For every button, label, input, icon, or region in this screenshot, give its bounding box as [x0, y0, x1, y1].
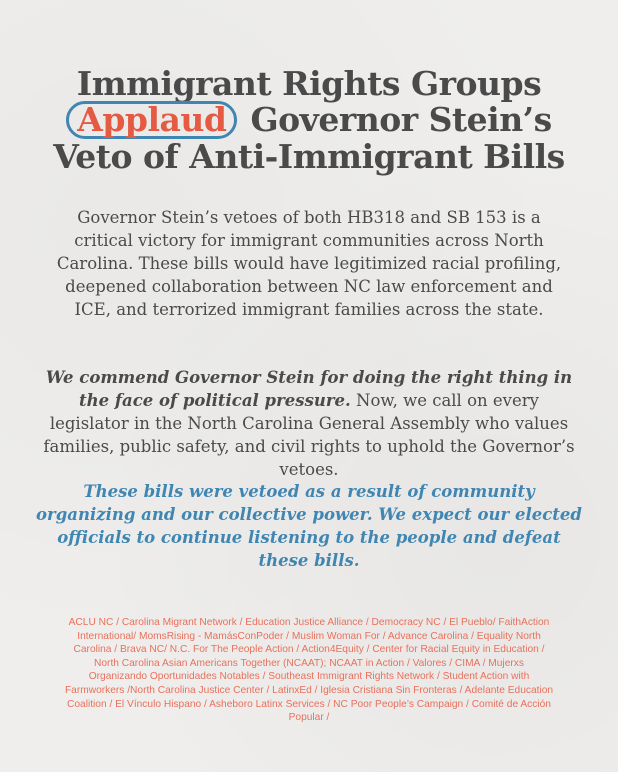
commend-rest: Now, we call on every legislator in the North Carolina General Assembly who values families, public safety, and civil rights to uphold the Governor’s vetoes. — [43, 391, 575, 479]
headline-line-3: Veto of Anti-Immigrant Bills — [53, 137, 565, 176]
applaud-highlight: Applaud — [66, 101, 237, 139]
commend-paragraph — [40, 366, 578, 481]
intro-paragraph: Governor Stein’s vetoes of both HB318 and SB 153 is a critical victory for immigrant communities across North Carolina. These bills would have legitimized racial profiling, deepened collaboration between NC law enforcement and ICE, and terrorized immigrant families across the state. — [56, 208, 562, 319]
closing-statement: These bills were vetoed as a result of community organizing and our collective power. We expect our elected officials to continue listening to the people and defeat these bills. — [36, 482, 582, 570]
headline — [0, 66, 618, 174]
commend-emphasis: We commend Governor Stein for doing the right thing in the face of political pressure. — [45, 368, 573, 410]
headline-line-2-rest: Governor Stein’s — [239, 100, 552, 139]
signatory-organizations: ACLU NC / Carolina Migrant Network / Education Justice Alliance / Democracy NC / El Pueblo/ FaithAction International/ MomsRising - MamásConPoder / Muslim Woman For / Advance Carolina / Equality North Carolina / Brava NC/ N.C. For The People Action / Action4Equity / Center for Racial Equity in Education / North Carolina Asian Americans Together (NCAAT); NCAAT in Action / Valores / CIMA / Mujerxs Organizando Oportunidades Notables / Southeast Immigrant Rights Network / Student Action with Farmworkers /North Carolina Justice Center / LatinxEd / Iglesia Cristiana Sin Fronteras / Adelante Education Coalition / El Vínculo Hispano / Asheboro Latinx Services / NC Poor People’s Campaign / Comité de Acción Popular / — [64, 617, 554, 724]
headline-line-2 — [0, 101, 618, 139]
headline-line-1: Immigrant Rights Groups — [76, 64, 542, 103]
